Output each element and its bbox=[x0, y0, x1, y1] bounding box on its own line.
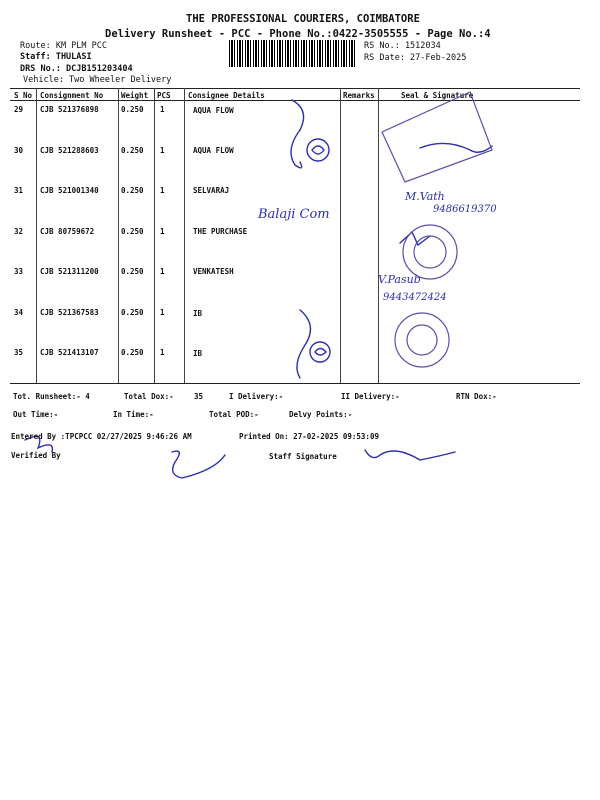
entered-by: Entered By :TPCPCC 02/27/2025 9:46:26 AM bbox=[11, 432, 192, 441]
row-consignee: IB bbox=[193, 309, 203, 318]
round-stamp bbox=[395, 313, 449, 367]
col-pcs: PCS bbox=[157, 91, 171, 100]
staff-signature-label: Staff Signature bbox=[269, 452, 337, 461]
row-consignee: THE PURCHASE bbox=[193, 227, 248, 236]
runsheet-subtitle: Delivery Runsheet - PCC - Phone No.:0422-3505555 - Page No.:4 bbox=[105, 28, 491, 40]
signature-mark bbox=[312, 146, 324, 154]
signature-mark bbox=[315, 349, 326, 356]
total-dox-label: Total Dox:- bbox=[124, 392, 174, 401]
row-sno: 34 bbox=[14, 308, 24, 317]
round-stamp bbox=[414, 236, 446, 268]
printed-on: Printed On: 27-02-2025 09:53:09 bbox=[239, 432, 379, 441]
signature-mark bbox=[310, 342, 330, 362]
in-time: In Time:- bbox=[113, 410, 154, 419]
row-consignment: CJB 521311200 bbox=[40, 267, 99, 276]
round-stamp bbox=[403, 225, 457, 279]
handwritten-name: V.Pasub bbox=[378, 273, 421, 286]
row-consignment: CJB 80759672 bbox=[40, 227, 95, 236]
row-pcs: 1 bbox=[160, 348, 165, 357]
verified-signature bbox=[172, 451, 225, 478]
col-sno: S No bbox=[14, 91, 33, 100]
row-pcs: 1 bbox=[160, 105, 165, 114]
row-sno: 31 bbox=[14, 186, 24, 195]
col-remarks: Remarks bbox=[343, 91, 375, 100]
signature-mark bbox=[420, 143, 492, 152]
row-sno: 35 bbox=[14, 348, 24, 357]
verified-by: Verified By bbox=[11, 451, 61, 460]
handwritten-phone: 9443472424 bbox=[383, 292, 447, 303]
row-consignee: SELVARAJ bbox=[193, 186, 230, 195]
row-pcs: 1 bbox=[160, 308, 165, 317]
row-pcs: 1 bbox=[160, 146, 165, 155]
handwritten-remark: Balaji Com bbox=[258, 207, 330, 222]
signature-mark bbox=[297, 310, 310, 378]
row-sno: 33 bbox=[14, 267, 24, 276]
row-weight: 0.250 bbox=[121, 105, 144, 114]
row-consignee: AQUA FLOW bbox=[193, 106, 234, 115]
row-consignee: VENKATESH bbox=[193, 267, 234, 276]
row-sno: 29 bbox=[14, 105, 24, 114]
col-consignee: Consignee Details bbox=[188, 91, 265, 100]
row-pcs: 1 bbox=[160, 267, 165, 276]
row-pcs: 1 bbox=[160, 186, 165, 195]
row-consignment: CJB 521288603 bbox=[40, 146, 99, 155]
row-consignment: CJB 521367583 bbox=[40, 308, 99, 317]
table-bottom-line bbox=[10, 383, 580, 384]
total-dox-value: 35 bbox=[194, 392, 204, 401]
handwritten-phone: 9486619370 bbox=[433, 204, 497, 215]
round-stamp bbox=[407, 325, 437, 355]
col-consignment: Consignment No bbox=[40, 91, 104, 100]
vehicle: Vehicle: Two Wheeler Delivery bbox=[23, 75, 172, 85]
row-weight: 0.250 bbox=[121, 146, 144, 155]
row-consignment: CJB 521413107 bbox=[40, 348, 99, 357]
rtn-dox: RTN Dox:- bbox=[456, 392, 497, 401]
i-delivery: I Delivery:- bbox=[229, 392, 284, 401]
company-name: THE PROFESSIONAL COURIERS, COIMBATORE bbox=[186, 13, 420, 25]
col-weight: Weight bbox=[121, 91, 149, 100]
row-sno: 32 bbox=[14, 227, 24, 236]
staff-signature bbox=[365, 450, 455, 460]
rs-date: RS Date: 27-Feb-2025 bbox=[364, 53, 467, 63]
row-weight: 0.250 bbox=[121, 227, 144, 236]
stamp-rectangle bbox=[382, 92, 492, 182]
signature-mark bbox=[307, 139, 329, 161]
staff: Staff: THULASI bbox=[20, 52, 92, 62]
handwritten-name: M.Vath bbox=[405, 190, 445, 203]
row-weight: 0.250 bbox=[121, 348, 144, 357]
row-consignee: AQUA FLOW bbox=[193, 146, 234, 155]
row-consignee: IB bbox=[193, 349, 203, 358]
total-pod: Total POD:- bbox=[209, 410, 259, 419]
ii-delivery: II Delivery:- bbox=[341, 392, 400, 401]
col-seal: Seal & Signature bbox=[401, 91, 474, 100]
row-weight: 0.250 bbox=[121, 308, 144, 317]
row-pcs: 1 bbox=[160, 227, 165, 236]
signature-mark bbox=[291, 100, 304, 168]
drs-number: DRS No.: DCJB151203404 bbox=[20, 64, 133, 74]
row-consignment: CJB 521001340 bbox=[40, 186, 99, 195]
route: Route: KM PLM PCC bbox=[20, 41, 107, 51]
out-time: Out Time:- bbox=[13, 410, 59, 419]
row-sno: 30 bbox=[14, 146, 24, 155]
row-consignment: CJB 521376898 bbox=[40, 105, 99, 114]
row-weight: 0.250 bbox=[121, 186, 144, 195]
rs-number: RS No.: 1512034 bbox=[364, 41, 441, 51]
row-weight: 0.250 bbox=[121, 267, 144, 276]
delvy-points: Delvy Points:- bbox=[289, 410, 353, 419]
tot-runsheet: Tot. Runsheet:- 4 bbox=[13, 392, 90, 401]
